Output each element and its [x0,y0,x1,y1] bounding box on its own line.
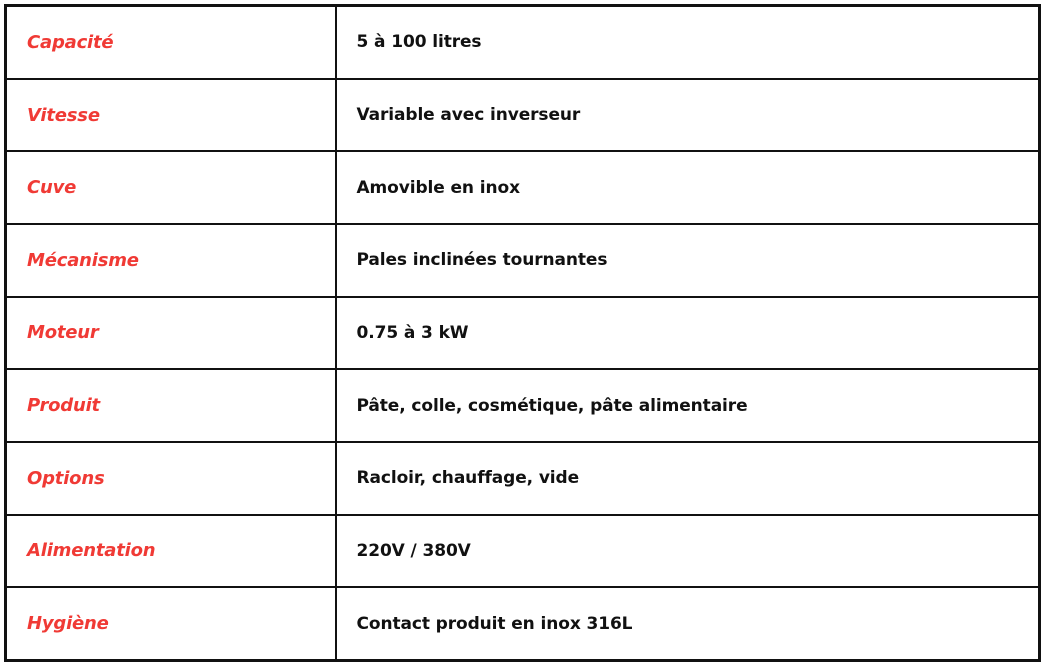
spec-label-alimentation: Alimentation [6,515,336,588]
spec-table [4,4,1041,662]
spec-value-options: Racloir, chauffage, vide [336,442,1040,515]
spec-label-mecanisme: Mécanisme [6,224,336,297]
spec-value-cuve: Amovible en inox [336,151,1040,224]
table-row [6,369,1040,442]
spec-value-capacite: 5 à 100 litres [336,6,1040,79]
spec-label-capacite: Capacité [6,6,336,79]
spec-label-vitesse: Vitesse [6,79,336,152]
spec-label-cuve: Cuve [6,151,336,224]
table-row [6,297,1040,370]
table-row [6,6,1040,79]
spec-value-moteur: 0.75 à 3 kW [336,297,1040,370]
spec-value-alimentation: 220V / 380V [336,515,1040,588]
spec-label-options: Options [6,442,336,515]
table-row [6,79,1040,152]
spec-label-moteur: Moteur [6,297,336,370]
spec-label-produit: Produit [6,369,336,442]
table-row [6,442,1040,515]
table-row [6,151,1040,224]
spec-value-mecanisme: Pales inclinées tournantes [336,224,1040,297]
spec-value-hygiene: Contact produit en inox 316L [336,587,1040,660]
table-row [6,587,1040,660]
spec-label-hygiene: Hygiène [6,587,336,660]
table-row [6,224,1040,297]
spec-value-vitesse: Variable avec inverseur [336,79,1040,152]
table-row [6,515,1040,588]
spec-value-produit: Pâte, colle, cosmétique, pâte alimentaire [336,369,1040,442]
